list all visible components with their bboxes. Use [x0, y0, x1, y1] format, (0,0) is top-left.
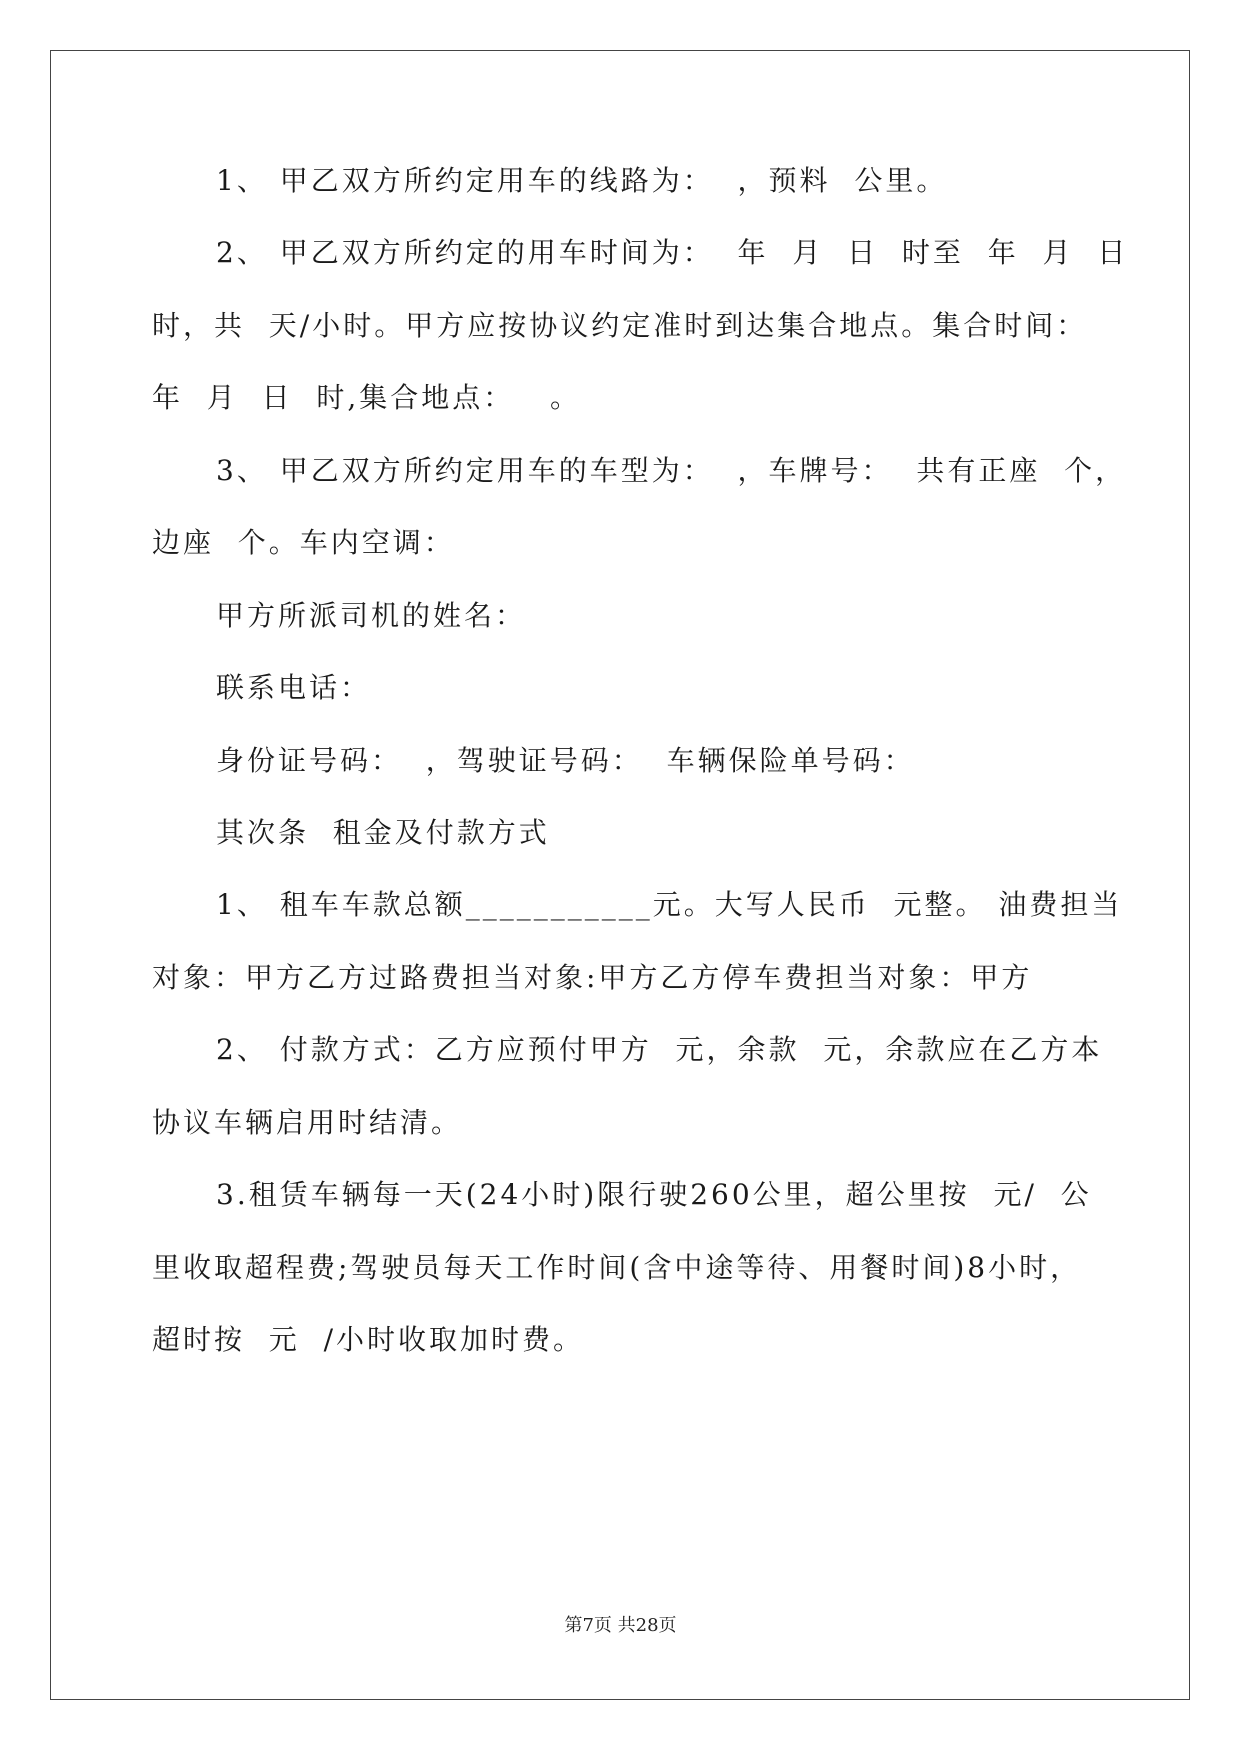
paragraph-line: 年 月 日 时,集合地点： 。 — [152, 381, 582, 414]
paragraph-line: 1、 甲乙双方所约定用车的线路为： ，预料 公里。 — [216, 164, 948, 197]
paragraph-line: 里收取超程费;驾驶员每天工作时间(含中途等待、用餐时间)8小时， — [152, 1251, 1082, 1284]
paragraph-line: 身份证号码： ，驾驶证号码： 车辆保险单号码： — [216, 744, 915, 777]
paragraph-line: 2、 甲乙双方所约定的用车时间为： 年 月 日 时至 年 月 日 — [216, 236, 1129, 269]
paragraph-line: 超时按 元 /小时收取加时费。 — [152, 1323, 585, 1356]
paragraph-line: 时，共 天/小时。甲方应按协议约定准时到达集合地点。集合时间： — [152, 309, 1088, 342]
paragraph-line: 3、 甲乙双方所约定用车的车型为： ，车牌号： 共有正座 个， — [216, 454, 1127, 487]
paragraph-line: 甲方所派司机的姓名： — [216, 599, 527, 632]
section-heading: 其次条 租金及付款方式 — [216, 816, 550, 849]
paragraph-line: 2、 付款方式：乙方应预付甲方 元，余款 元，余款应在乙方本 — [216, 1033, 1103, 1066]
paragraph-line: 1、 租车车款总额___________元。大写人民币 元整。 油费担当 — [216, 888, 1123, 921]
page-indicator: 第7页 共28页 — [564, 1615, 677, 1636]
paragraph-line: 协议车辆启用时结清。 — [152, 1106, 463, 1139]
paragraph-line: 对象：甲方乙方过路费担当对象:甲方乙方停车费担当对象：甲方 — [152, 961, 1033, 994]
page-border — [50, 50, 1190, 1700]
paragraph-line: 3.租赁车辆每一天(24小时)限行驶260公里，超公里按 元/ 公 — [216, 1178, 1092, 1211]
paragraph-line: 边座 个。车内空调： — [152, 526, 455, 559]
paragraph-line: 联系电话： — [216, 671, 372, 704]
